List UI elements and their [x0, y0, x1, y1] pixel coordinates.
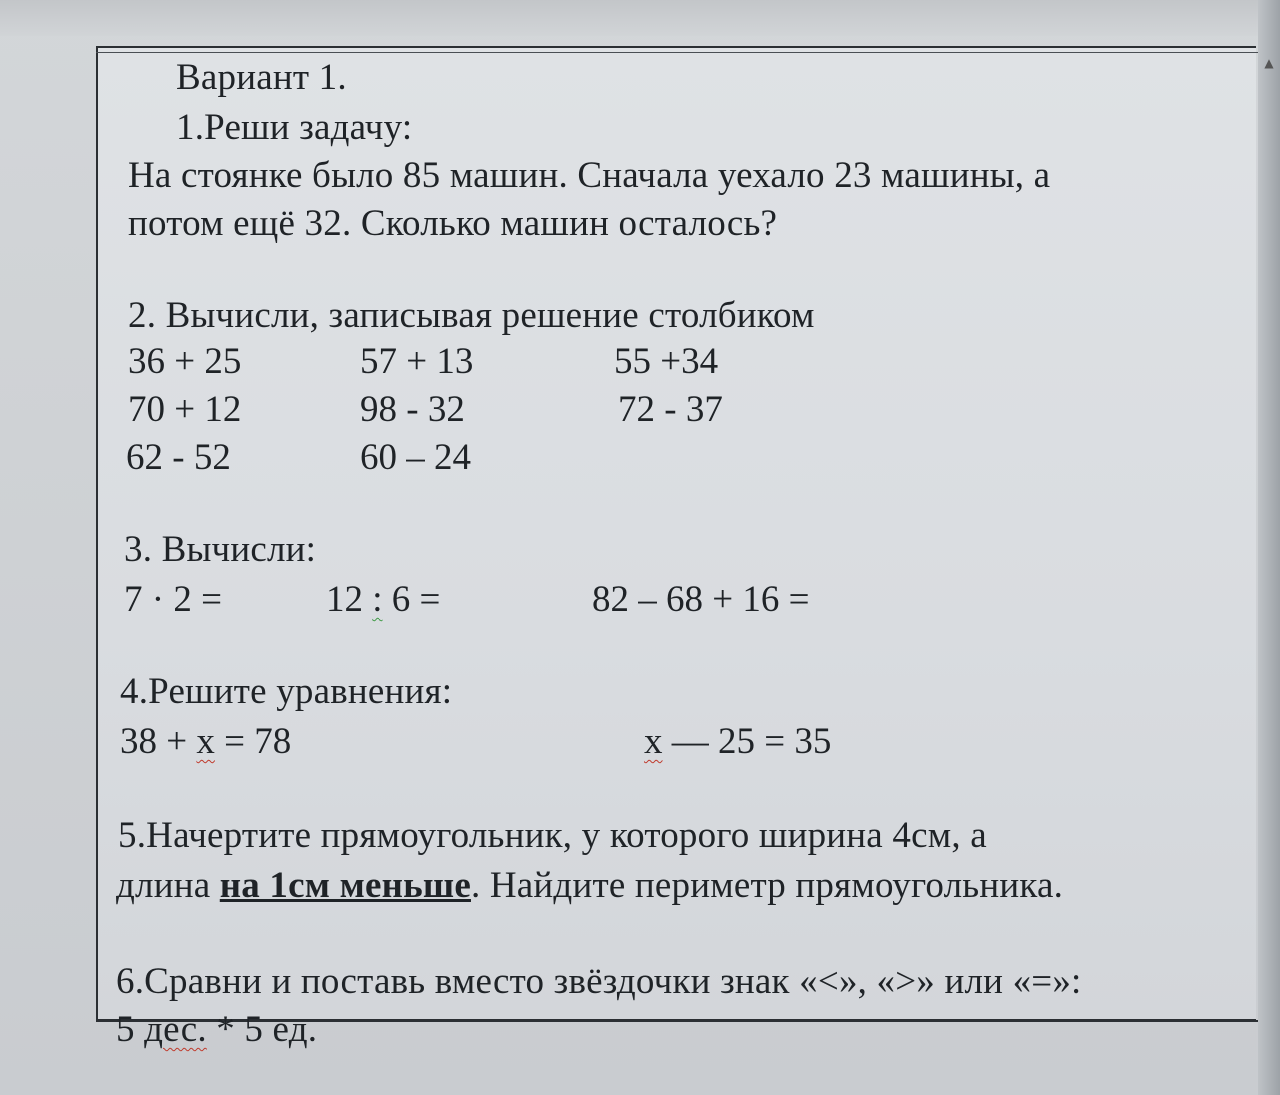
task5-text-line2: [116, 864, 1063, 907]
task5-line2-b: . Найдите периметр прямоугольника.: [470, 865, 1064, 906]
task1-text-line2: потом ещё 32. Сколько машин осталось?: [128, 203, 778, 244]
task2-expr: 57 + 13: [360, 341, 474, 382]
task3-expr3: 82 – 68 + 16 =: [592, 579, 810, 620]
task3-expr2-a: 12: [326, 579, 373, 620]
task6-line2-b: * 5 ед.: [206, 1009, 318, 1050]
screen-top-edge: [0, 0, 1280, 36]
task3-expr2: [326, 578, 440, 621]
task4-eq1-b: = 78: [214, 721, 292, 762]
task2-expr: 72 - 37: [618, 389, 723, 430]
task2-expr: 62 - 52: [126, 437, 231, 478]
task3-expr1: 7 · 2 =: [124, 579, 222, 620]
task4-eq1-a: 38 +: [120, 721, 197, 762]
variant-title: Вариант 1.: [176, 57, 347, 98]
scroll-up-arrow-icon[interactable]: ▲: [1264, 56, 1274, 70]
task2-expr: 70 + 12: [128, 389, 242, 430]
task5-line2-a: длина: [116, 865, 220, 906]
screen-right-edge: [1258, 0, 1280, 1095]
table-top-border: [96, 52, 1280, 53]
task3-expr2-operator: :: [372, 579, 383, 620]
task4-equation2: [644, 720, 831, 763]
task4-heading: 4.Решите уравнения:: [120, 671, 453, 712]
task3-heading: 3. Вычисли:: [124, 529, 317, 570]
task4-eq2-variable: x: [644, 721, 663, 762]
task4-eq2-b: — 25 = 35: [662, 721, 832, 762]
task4-eq1-variable: x: [196, 721, 215, 762]
task5-emphasis: на 1см меньше: [219, 865, 471, 906]
task5-text-line1: 5.Начертите прямоугольник, у которого ширина 4см, а: [118, 815, 987, 856]
task1-text-line1: На стоянке было 85 машин. Сначала уехало 23 машины, а: [128, 155, 1051, 196]
task6-line2-a: 5: [116, 1009, 145, 1050]
task2-expr: 55 +34: [614, 341, 719, 382]
task4-equation1: [120, 720, 291, 763]
task6-dec: дес.: [144, 1009, 207, 1050]
task1-heading: 1.Реши задачу:: [176, 107, 413, 148]
task6-text-line1: 6.Сравни и поставь вместо звёздочки знак «<», «>» или «=»:: [116, 961, 1082, 1002]
task6-text-line2: [116, 1008, 317, 1051]
task2-expr: 60 – 24: [360, 437, 471, 478]
task2-expr: 36 + 25: [128, 341, 242, 382]
task2-heading: 2. Вычисли, записывая решение столбиком: [128, 295, 815, 336]
task2-expr: 98 - 32: [360, 389, 465, 430]
task3-expr2-b: 6 =: [382, 579, 441, 620]
